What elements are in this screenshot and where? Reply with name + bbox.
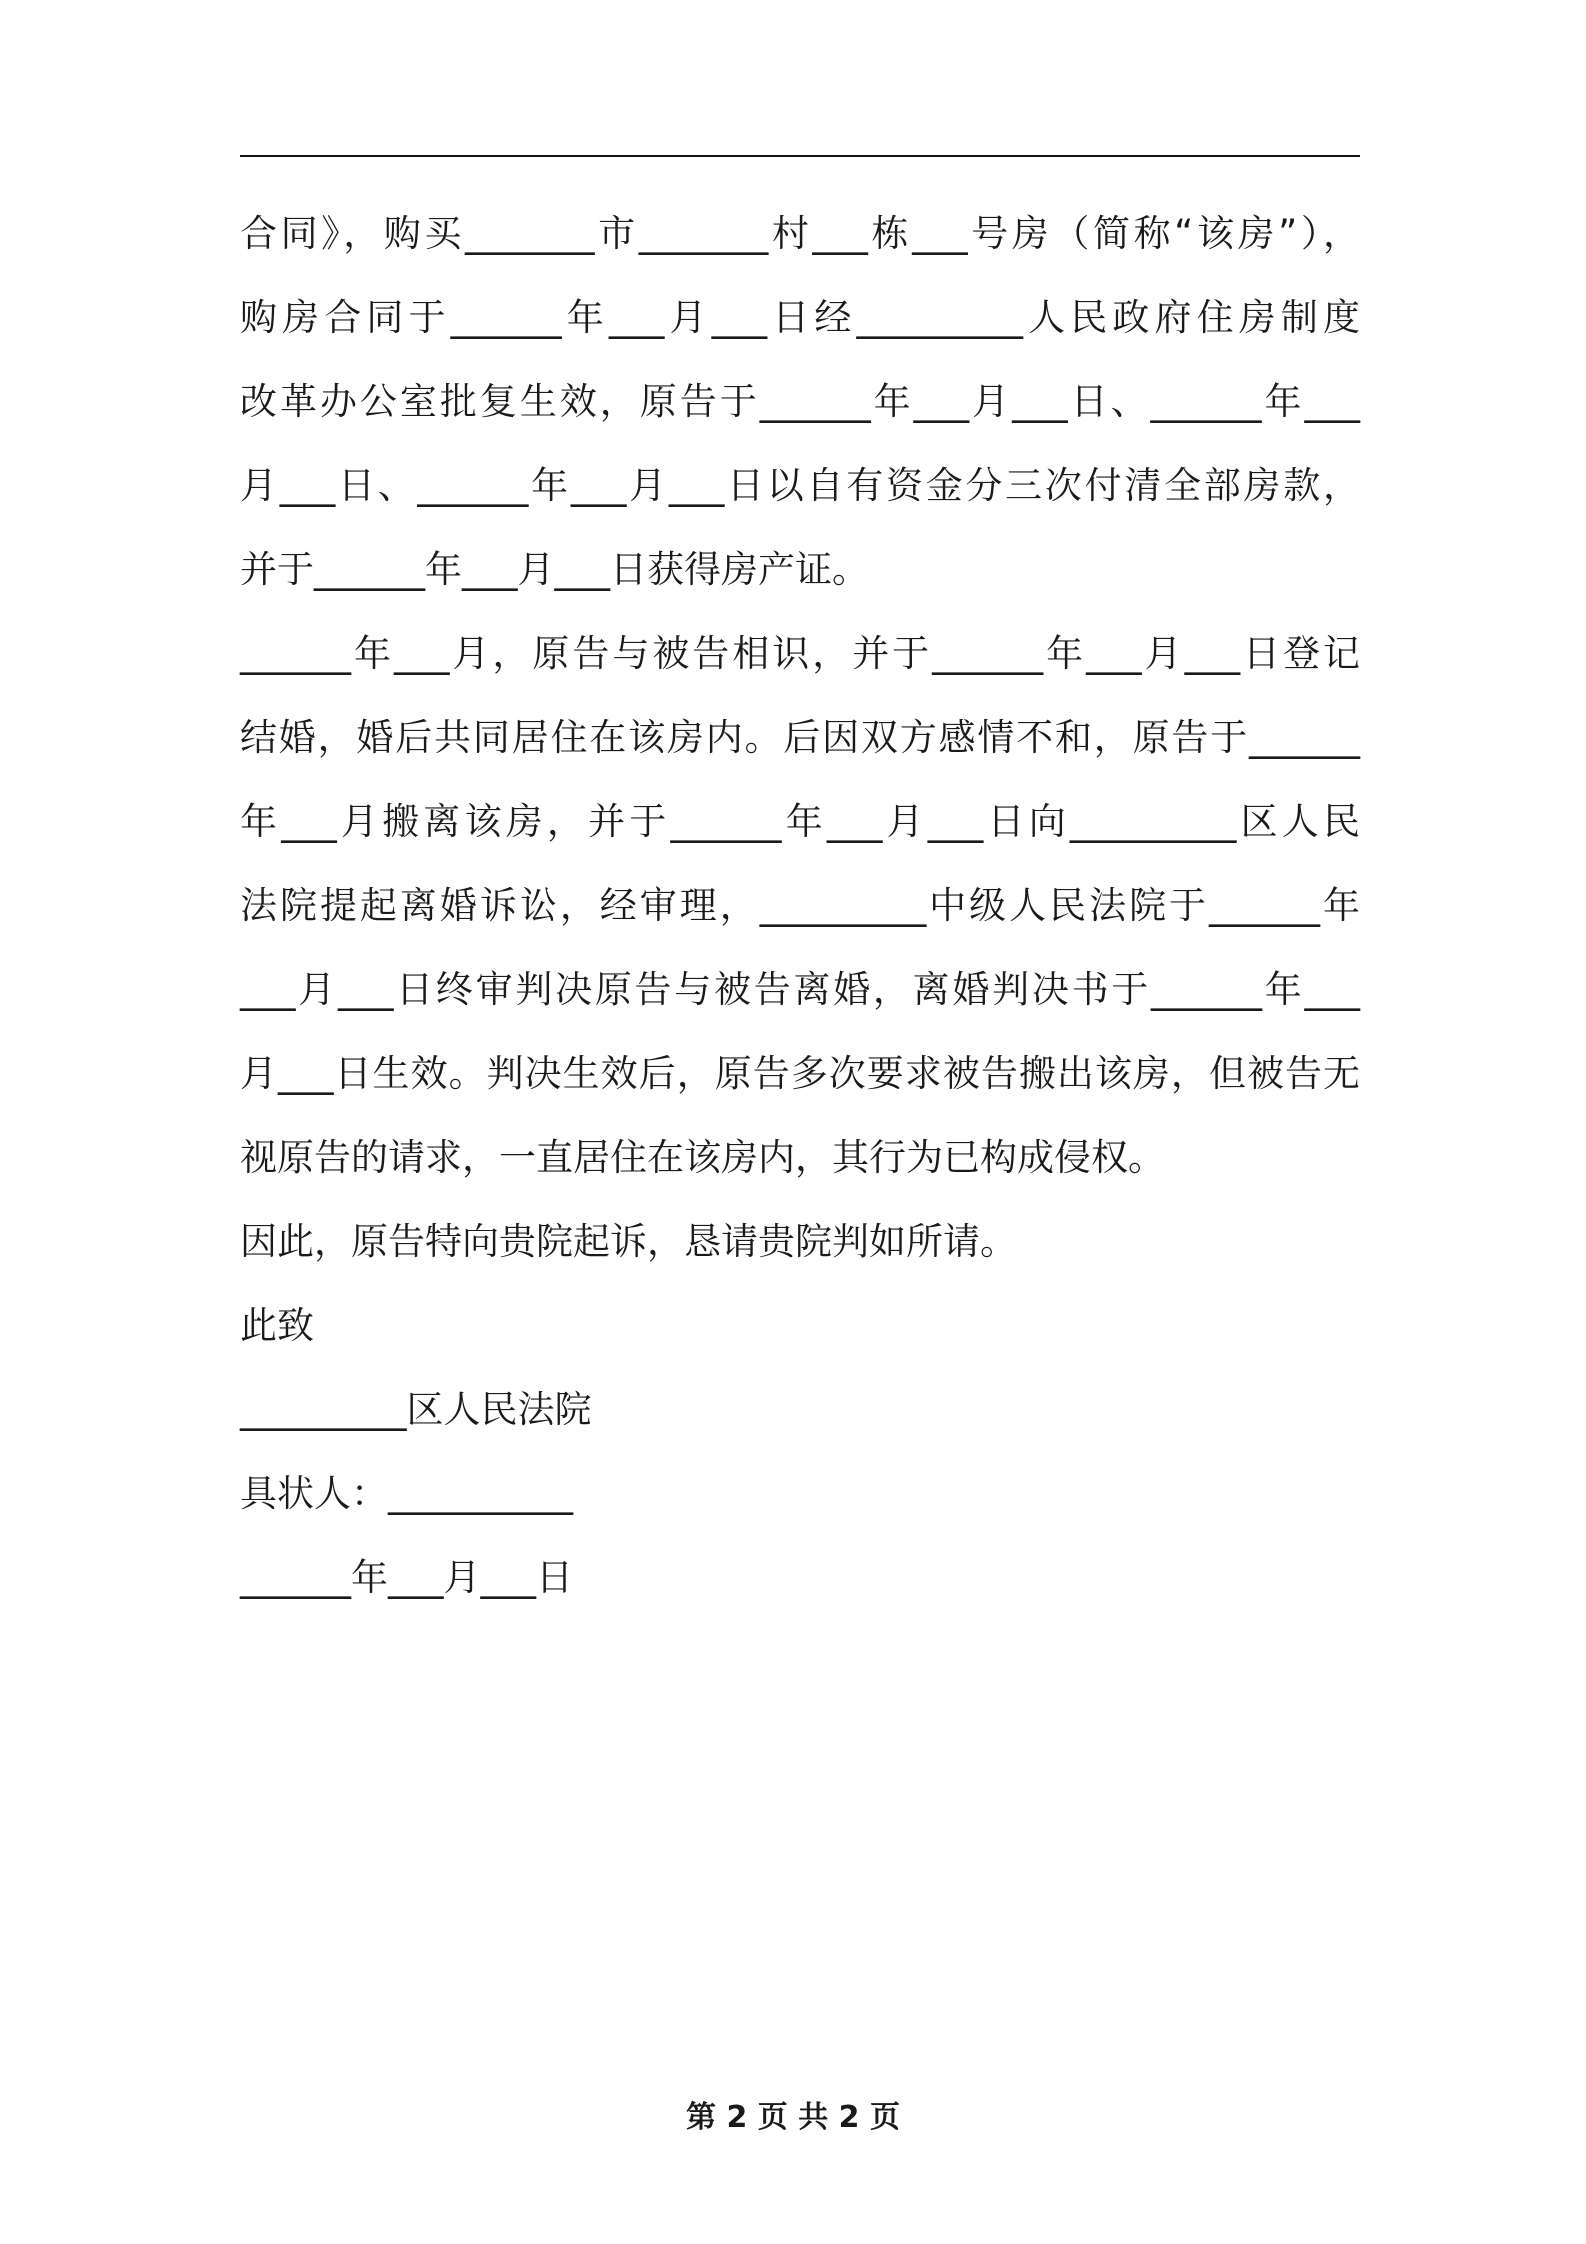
body-line: 年___月搬离该房，并于______年___月___日向_________区人民 [240,800,1360,843]
salutation: 此致 [240,1304,314,1347]
body-line: 购房合同于______年___月___日经_________人民政府住房制度 [240,296,1360,339]
body-line: 结婚，婚后共同居住在该房内。后因双方感情不和，原告于______ [240,716,1360,759]
page-number: 第 2 页 共 2 页 [686,2100,900,2135]
document-body [240,192,1360,1620]
body-line: ______年___月，原告与被告相识，并于______年___月___日登记 [240,632,1360,675]
body-line: ___月___日终审判决原告与被告离婚，离婚判决书于______年___ [240,968,1360,1011]
court-addressee: _________区人民法院 [240,1388,592,1431]
body-line: 合同》，购买_______市_______村___栋___号房（简称“该房”）， [240,212,1360,255]
body-line: 月___日、______年___月___日以自有资金分三次付清全部房款， [240,464,1360,507]
body-line: 法院提起离婚诉讼，经审理，_________中级人民法院于______年 [240,884,1360,927]
body-line: 因此，原告特向贵院起诉，恳请贵院判如所请。 [240,1220,1017,1263]
signature-line: 具状人：__________ [240,1472,573,1515]
header-divider [240,155,1360,157]
body-line: 改革办公室批复生效，原告于______年___月___日、______年___ [240,380,1360,423]
date-line: ______年___月___日 [240,1556,573,1599]
body-line: 视原告的请求，一直居住在该房内，其行为已构成侵权。 [240,1136,1165,1179]
body-line: 月___日生效。判决生效后，原告多次要求被告搬出该房，但被告无 [240,1052,1360,1095]
body-line: 并于______年___月___日获得房产证。 [240,548,869,591]
